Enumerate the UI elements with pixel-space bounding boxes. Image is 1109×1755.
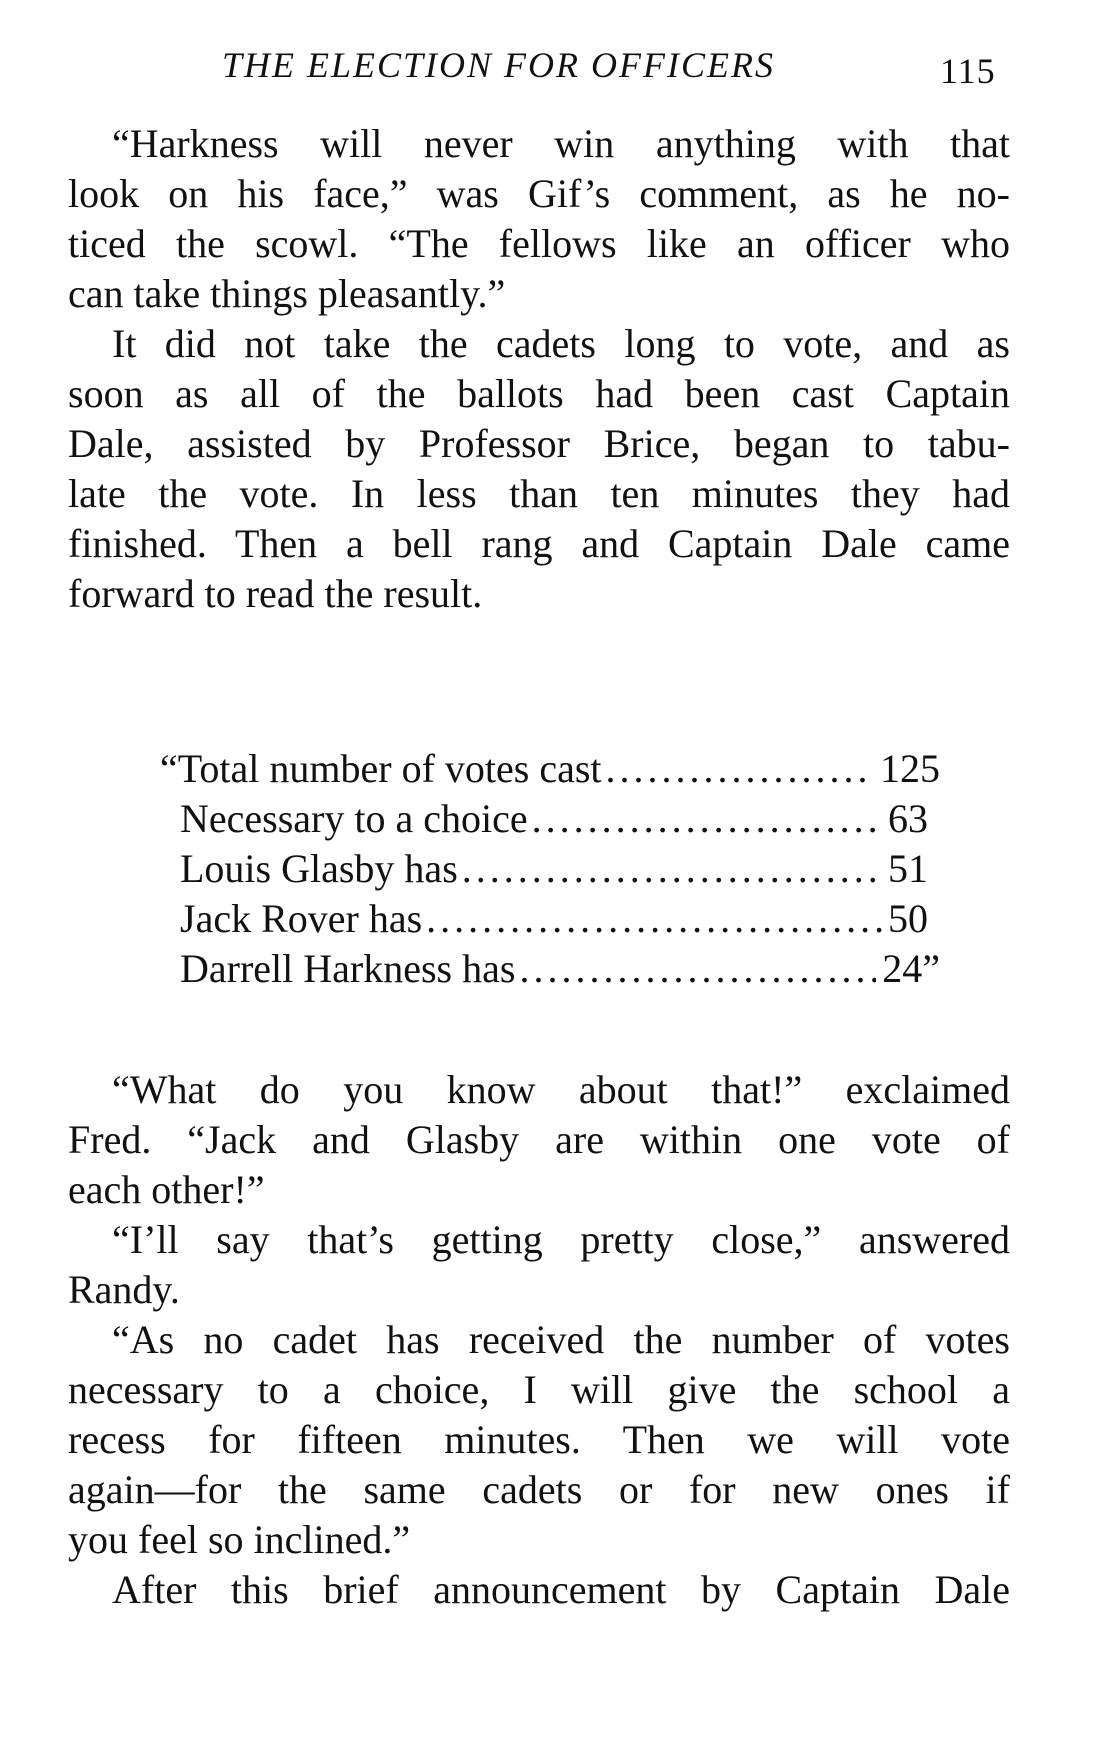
tally-label: Louis Glasby has xyxy=(180,846,458,891)
leader-dots xyxy=(422,892,882,946)
text-line: forward to read the result. xyxy=(68,571,483,616)
text-line: finished. Then a bell rang and Captain Dale came xyxy=(68,521,1010,566)
text-line: After this brief announcement by Captain Dale xyxy=(112,1567,1010,1612)
tally-value: 50 xyxy=(888,896,928,941)
text-line: necessary to a choice, I will give the school a xyxy=(68,1367,1010,1412)
text-line: Dale, assisted by Professor Brice, began to tabu- xyxy=(68,421,1010,466)
text-line: ticed the scowl. “The fellows like an officer who xyxy=(68,221,1010,266)
text-line: can take things pleasantly.” xyxy=(68,271,506,316)
text-line: again—for the same cadets or for new ones if xyxy=(68,1467,1010,1512)
tally-value: 125 xyxy=(880,746,940,791)
leader-dots xyxy=(602,742,874,796)
page-header xyxy=(0,44,1109,94)
text-line: you feel so inclined.” xyxy=(68,1517,411,1562)
leader-dots xyxy=(528,792,882,846)
text-line: recess for fifteen minutes. Then we will vote xyxy=(68,1417,1010,1462)
tally-row xyxy=(180,842,940,896)
text-line: Fred. “Jack and Glasby are within one vote of xyxy=(68,1117,1010,1162)
text-line: Randy. xyxy=(68,1267,180,1312)
text-line: “What do you know about that!” exclaimed xyxy=(112,1067,1010,1112)
tally-label: Darrell Harkness has xyxy=(180,946,516,991)
page-number: 115 xyxy=(940,51,996,91)
tally-value: 51 xyxy=(888,846,928,891)
text-line: “Harkness will never win anything with that xyxy=(112,121,1010,166)
text-line: “As no cadet has received the number of votes xyxy=(112,1317,1010,1362)
text-line: It did not take the cadets long to vote, and as xyxy=(112,321,1010,366)
text-line: look on his face,” was Gif’s comment, as he no- xyxy=(68,171,1010,216)
tally-value: 63 xyxy=(888,796,928,841)
tally-row xyxy=(160,742,940,796)
text-line: each other!” xyxy=(68,1167,265,1212)
tally-label: Jack Rover has xyxy=(180,896,423,941)
tally-row xyxy=(180,942,940,996)
tally-row xyxy=(180,792,940,846)
text-line: late the vote. In less than ten minutes they had xyxy=(68,471,1010,516)
tally-value: 24” xyxy=(882,946,940,991)
tally-label: Necessary to a choice xyxy=(180,796,528,841)
text-line: soon as all of the ballots had been cast Captain xyxy=(68,371,1010,416)
leader-dots xyxy=(515,942,876,996)
tally-label: “Total number of votes cast xyxy=(160,746,602,791)
running-head: THE ELECTION FOR OFFICERS xyxy=(222,45,775,85)
leader-dots xyxy=(458,842,882,896)
tally-row xyxy=(180,892,940,946)
text-line: “I’ll say that’s getting pretty close,” answered xyxy=(112,1217,1010,1262)
